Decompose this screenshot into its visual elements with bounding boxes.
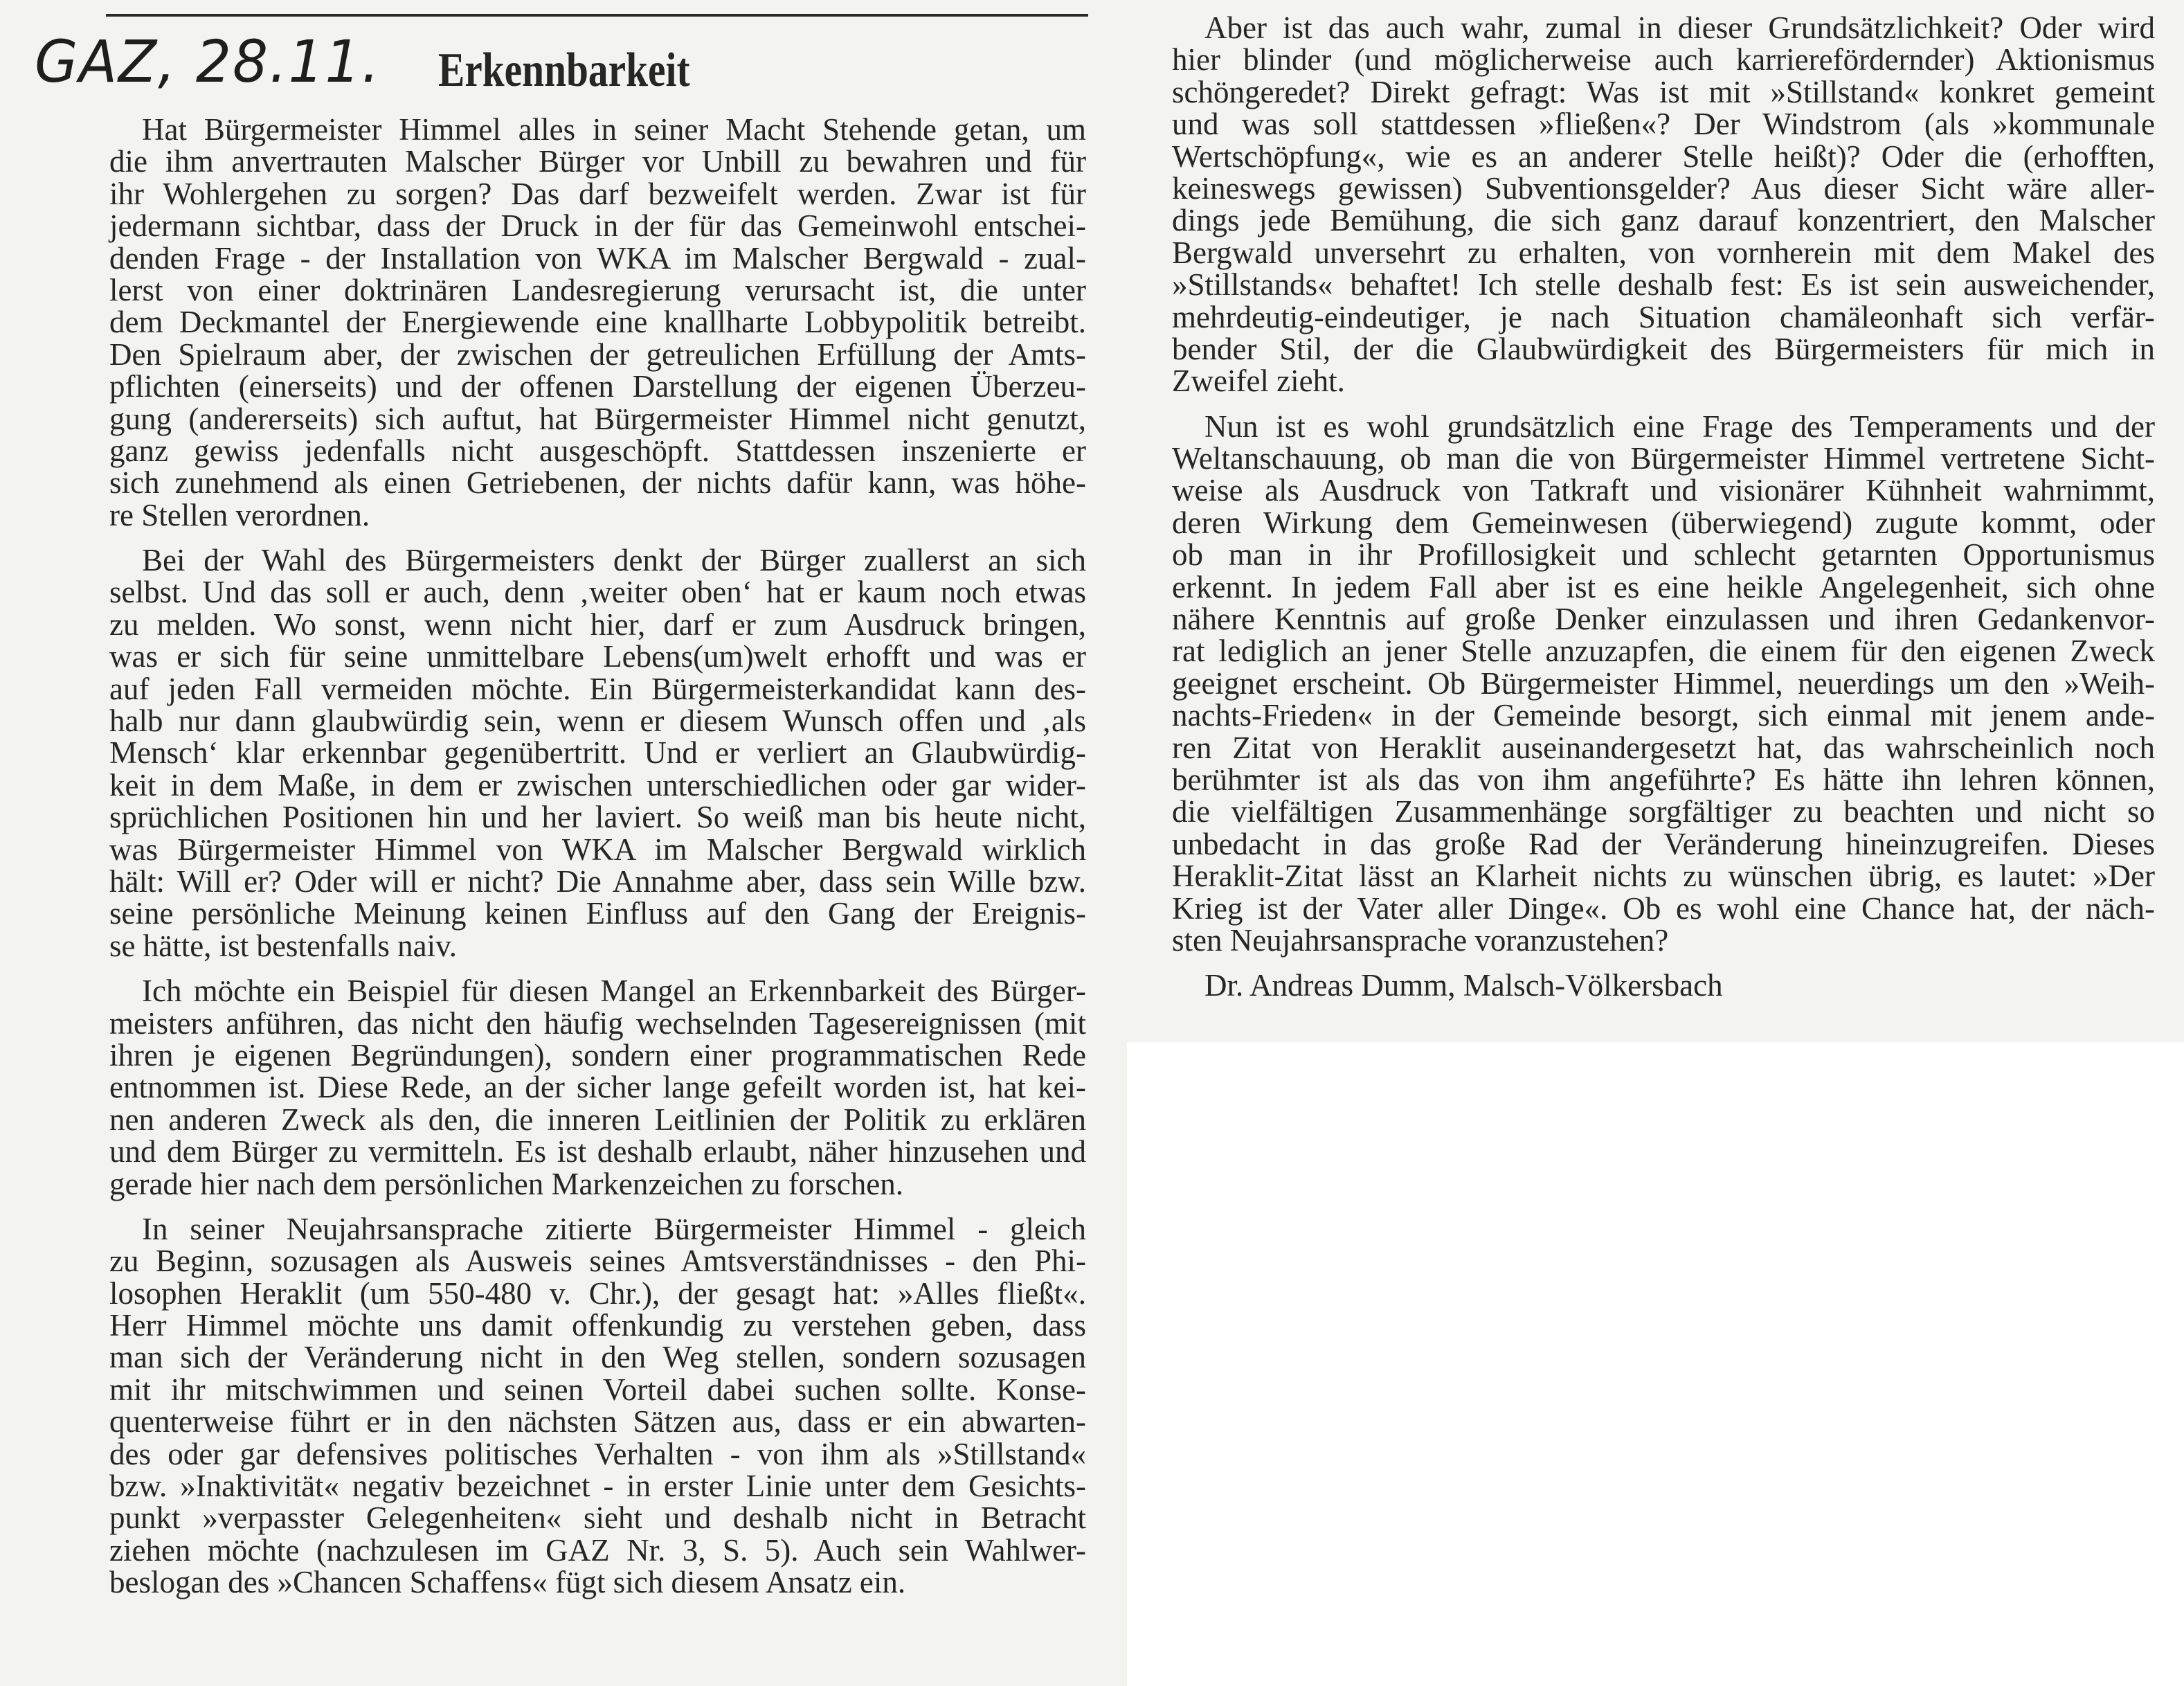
text-line: nen anderen Zweck als den, die inneren Leitlinien der Politik zu erklären bbox=[109, 1102, 1086, 1137]
text-line: schöngeredet? Direkt gefragt: Was ist mit »Stillstand« konkret gemeint bbox=[1172, 74, 2155, 109]
text-line: hält: Will er? Oder will er nicht? Die Annahme aber, dass sein Wille bzw. bbox=[109, 863, 1086, 899]
text-line: losophen Heraklit (um 550-480 v. Chr.), der gesagt hat: »Alles fließt«. bbox=[109, 1275, 1086, 1311]
text-line: punkt »verpasster Gelegenheiten« sieht und deshalb nicht in Betracht bbox=[109, 1500, 1086, 1536]
text-line: Aber ist das auch wahr, zumal in dieser Grundsätzlichkeit? Oder wird bbox=[1204, 10, 2155, 45]
text-line: Bei der Wahl des Bürgermeisters denkt der Bürger zuallerst an sich bbox=[142, 543, 1086, 578]
text-line: In seiner Neujahrsansprache zitierte Bürgermeister Himmel - gleich bbox=[142, 1211, 1086, 1246]
paragraph-4 bbox=[109, 1213, 1086, 1599]
text-line: Nun ist es wohl grundsätzlich eine Frage des Temperaments und der bbox=[1204, 409, 2155, 444]
text-line: die ihm anvertrauten Malscher Bürger vor Unbill zu bewahren und für bbox=[109, 144, 1086, 179]
handwritten-note-text: GAZ, 28.11. bbox=[35, 28, 381, 96]
text-line: mit ihr mitschwimmen und seinen Vorteil dabei suchen sollte. Konse- bbox=[109, 1372, 1086, 1407]
paragraph-5 bbox=[1172, 12, 2155, 397]
text-line: jedermann sichtbar, dass der Druck in der für das Gemeinwohl entschei- bbox=[109, 208, 1086, 244]
text-line: Wertschöpfung«, wie es an anderer Stelle heißt)? Oder die (erhofften, bbox=[1172, 138, 2155, 174]
text-line: seine persönliche Meinung keinen Einfluss auf den Gang der Ereignis- bbox=[109, 896, 1086, 931]
text-line: gung (andererseits) sich auftut, hat Bürgermeister Himmel nicht genutzt, bbox=[109, 401, 1086, 436]
text-line: re Stellen verordnen. bbox=[109, 497, 370, 532]
text-line: denden Frage - der Installation von WKA im Malscher Bergwald - zual- bbox=[109, 240, 1086, 276]
text-line: und dem Bürger zu vermitteln. Es ist deshalb erlaubt, näher hinzusehen und bbox=[109, 1134, 1086, 1169]
text-line: mehrdeutig-eindeutiger, je nach Situation chamäleonhaft sich verfär- bbox=[1172, 299, 2155, 334]
paragraph-2 bbox=[109, 544, 1086, 962]
text-line: die vielfältigen Zusammenhänge sorgfältiger zu beachten und nicht so bbox=[1172, 794, 2155, 829]
text-line: was er sich für seine unmittelbare Lebens(um)welt erhofft und was er bbox=[109, 639, 1086, 674]
text-line: pflichten (einerseits) und der offenen Darstellung der eigenen Überzeu- bbox=[109, 369, 1086, 404]
text-line: selbst. Und das soll er auch, denn ‚weiter oben‘ hat er kaum noch etwas bbox=[109, 575, 1086, 610]
article-title: Erkennbarkeit bbox=[438, 44, 690, 97]
text-line: quenterweise führt er in den nächsten Sätzen aus, dass er ein abwarten- bbox=[109, 1404, 1086, 1440]
text-line: sprüchlichen Positionen hin und her laviert. So weiß man bis heute nicht, bbox=[109, 800, 1086, 835]
text-line: ren Zitat von Heraklit auseinandergesetzt hat, das wahrscheinlich noch bbox=[1172, 730, 2155, 765]
text-line: meisters anführen, das nicht den häufig wechselnden Tagesereignissen (mit bbox=[109, 1005, 1086, 1041]
paragraph-3 bbox=[109, 975, 1086, 1200]
text-line: Herr Himmel möchte uns damit offenkundig zu verstehen geben, dass bbox=[109, 1308, 1086, 1343]
text-line: sten Neujahrsansprache voranzustehen? bbox=[1172, 922, 1669, 958]
text-line: ganz gewiss jedenfalls nicht ausgeschöpft. Stattdessen inszenierte er bbox=[109, 433, 1086, 468]
text-line: auf jeden Fall vermeiden möchte. Ein Bürgermeisterkandidat kann des- bbox=[109, 671, 1086, 706]
header-rule bbox=[106, 14, 1088, 17]
text-line: Weltanschauung, ob man die von Bürgermeister Himmel vertretene Sicht- bbox=[1172, 441, 2155, 476]
text-line: zu Beginn, sozusagen als Ausweis seines Amtsverständnisses - den Phi- bbox=[109, 1244, 1086, 1279]
text-line: keit in dem Maße, in dem er zwischen unterschiedlichen oder gar wider- bbox=[109, 767, 1086, 802]
text-line: geeignet erscheint. Ob Bürgermeister Himmel, neuerdings um den »Weih- bbox=[1172, 665, 2155, 701]
text-line: lerst von einer doktrinären Landesregierung verursacht ist, die unter bbox=[109, 272, 1086, 307]
text-line: nachts-Frieden« in der Gemeinde besorgt, sich einmal mit jenem ande- bbox=[1172, 698, 2155, 733]
text-line: Krieg ist der Vater aller Dinge«. Ob es wohl eine Chance hat, der näch- bbox=[1172, 890, 2155, 926]
text-line: man sich der Veränderung nicht in den Weg stellen, sondern sozusagen bbox=[109, 1340, 1086, 1375]
text-line: Heraklit-Zitat lässt an Klarheit nichts zu wünschen übrig, es lautet: »Der bbox=[1172, 859, 2155, 894]
text-line: dem Deckmantel der Energiewende eine knallharte Lobbypolitik betreibt. bbox=[109, 305, 1086, 340]
paragraph-6 bbox=[1172, 411, 2155, 957]
text-line: entnommen ist. Diese Rede, an der sicher lange gefeilt worden ist, hat kei- bbox=[109, 1070, 1086, 1105]
text-line: Den Spielraum aber, der zwischen der getreulichen Erfüllung der Amts- bbox=[109, 337, 1086, 372]
text-line: rat lediglich an jener Stelle anzuzapfen, die einem für den eigenen Zweck bbox=[1172, 634, 2155, 669]
text-line: deren Wirkung dem Gemeinwesen (überwiegend) zugute kommt, oder bbox=[1172, 505, 2155, 540]
text-line: zu melden. Wo sonst, wenn nicht hier, darf er zum Ausdruck bringen, bbox=[109, 607, 1086, 642]
text-line: Ich möchte ein Beispiel für diesen Mangel an Erkennbarkeit des Bürger- bbox=[142, 974, 1086, 1009]
text-line: beslogan des »Chancen Schaffens« fügt sich diesem Ansatz ein. bbox=[109, 1565, 906, 1600]
text-line: des oder gar defensives politisches Verhalten - von ihm als »Stillstand« bbox=[109, 1436, 1086, 1471]
text-line: »Stillstands« behaftet! Ich stelle deshalb fest: Es ist sein ausweichender, bbox=[1172, 267, 2155, 303]
text-line: se hätte, ist bestenfalls naiv. bbox=[109, 928, 457, 963]
text-line: Mensch‘ klar erkennbar gegenübertritt. Und er verliert an Glaubwürdig- bbox=[109, 735, 1086, 771]
text-line: Bergwald unversehrt zu erhalten, von vornherein mit dem Makel des bbox=[1172, 235, 2155, 270]
right-column bbox=[1172, 12, 2155, 1002]
left-column bbox=[109, 114, 1086, 1612]
text-line: dings jede Bemühung, die sich ganz darauf konzentriert, den Malscher bbox=[1172, 203, 2155, 238]
text-line: Hat Bürgermeister Himmel alles in seiner Macht Stehende getan, um bbox=[142, 112, 1086, 147]
author-signature: Dr. Andreas Dumm, Malsch-Völkersbach bbox=[1204, 968, 1723, 1003]
text-line: erkennt. In jedem Fall aber ist es eine heikle Angelegenheit, sich ohne bbox=[1172, 569, 2155, 604]
text-line: bzw. »Inaktivität« negativ bezeichnet - in erster Linie unter dem Gesichts- bbox=[109, 1469, 1086, 1504]
text-line: keineswegs gewissen) Subventionsgelder? Aus dieser Sicht wäre aller- bbox=[1172, 170, 2155, 206]
text-line: halb nur dann glaubwürdig sein, wenn er diesem Wunsch offen und ‚als bbox=[109, 703, 1086, 739]
text-line: ihren je eigenen Begründungen), sondern einer programmatischen Rede bbox=[109, 1037, 1086, 1073]
text-line: hier blinder (und möglicherweise auch karrierefördernder) Aktionismus bbox=[1172, 42, 2155, 78]
text-line: Zweifel zieht. bbox=[1172, 364, 1345, 399]
text-line: sich zunehmend als einen Getriebenen, der nichts dafür kann, was höhe- bbox=[109, 465, 1086, 501]
text-line: ob man in ihr Profillosigkeit und schlecht getarnten Opportunismus bbox=[1172, 537, 2155, 573]
text-line: und was soll stattdessen »fließen«? Der Windstrom (als »kommunale bbox=[1172, 107, 2155, 142]
text-line: was Bürgermeister Himmel von WKA im Malscher Bergwald wirklich bbox=[109, 832, 1086, 867]
text-line: gerade hier nach dem persönlichen Markenzeichen zu forschen. bbox=[109, 1166, 903, 1201]
handwritten-note bbox=[35, 24, 381, 107]
text-line: bender Stil, der die Glaubwürdigkeit des Bürgermeisters für mich in bbox=[1172, 331, 2155, 366]
text-line: berühmter ist als das von ihm angeführte? Es hätte ihn lehren können, bbox=[1172, 762, 2155, 797]
text-line: nähere Kenntnis auf große Denker einzulassen und ihren Gedankenvor- bbox=[1172, 602, 2155, 637]
text-line: weise als Ausdruck von Tatkraft und visionärer Kühnheit wahrnimmt, bbox=[1172, 473, 2155, 508]
text-line: unbedacht in das große Rad der Veränderung hineinzugreifen. Dieses bbox=[1172, 826, 2155, 861]
text-line: ziehen möchte (nachzulesen im GAZ Nr. 3, S. 5). Auch sein Wahlwer- bbox=[109, 1532, 1086, 1568]
paragraph-1 bbox=[109, 114, 1086, 531]
text-line: ihr Wohlergehen zu sorgen? Das darf bezweifelt werden. Zwar ist für bbox=[109, 176, 1086, 211]
